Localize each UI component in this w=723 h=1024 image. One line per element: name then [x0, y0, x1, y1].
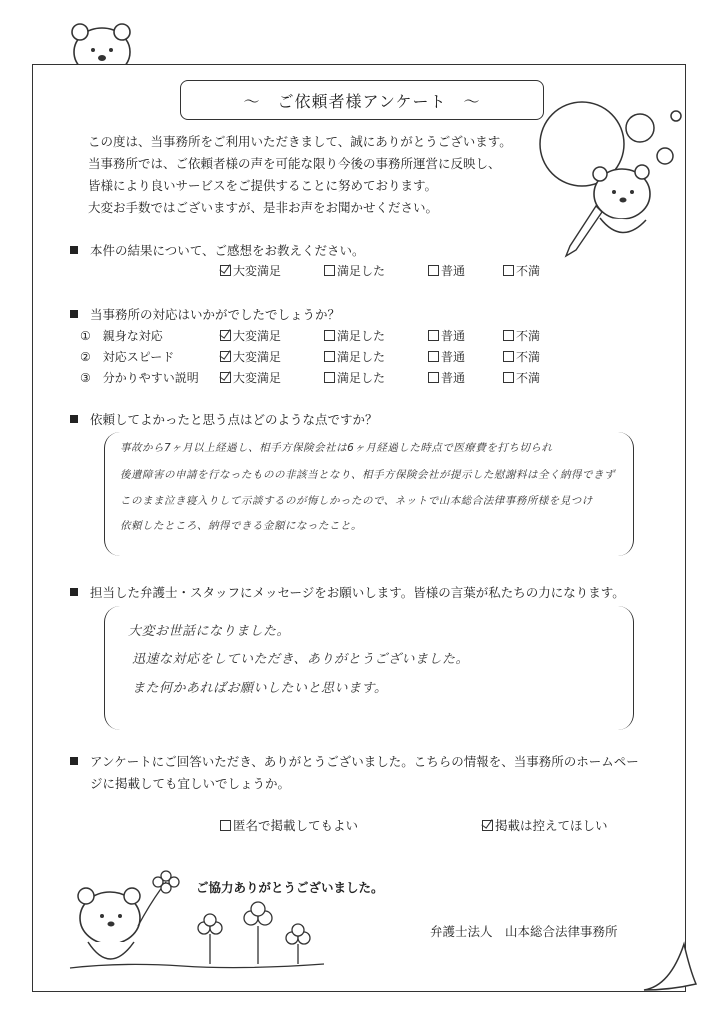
question-3-label: 依頼してよかったと思う点はどのような点ですか？	[90, 412, 378, 427]
q2-row1-normal[interactable]	[428, 327, 465, 344]
q2-row-3	[80, 369, 199, 386]
bullet-square-icon	[70, 246, 78, 254]
option-label: 普通	[441, 264, 466, 278]
q2-row1-dissatisfied[interactable]	[503, 327, 540, 344]
q1-option-dissatisfied[interactable]	[503, 262, 540, 279]
checkbox-icon[interactable]	[503, 265, 514, 276]
question-2	[70, 305, 340, 323]
page-curl-decoration	[640, 940, 700, 1000]
q2-row2-normal[interactable]	[428, 348, 465, 365]
checkbox-checked-icon[interactable]	[220, 372, 231, 383]
question-4	[70, 583, 625, 601]
checkbox-icon[interactable]	[503, 351, 514, 362]
option-label: 満足した	[337, 350, 386, 364]
checkbox-icon[interactable]	[324, 265, 335, 276]
q2-row3-normal[interactable]	[428, 369, 465, 386]
q3-answer-line: このまま泣き寝入りして示談するのが悔しかったので、ネットで山本総合法律事務所様を見つけ	[120, 495, 593, 507]
q2-row3-dissatisfied[interactable]	[503, 369, 540, 386]
intro-line: この度は、当事務所をご利用いただきまして、誠にありがとうございます。	[88, 134, 512, 149]
option-label: 普通	[441, 329, 466, 343]
checkbox-icon[interactable]	[428, 372, 439, 383]
q2-row2-very-satisfied[interactable]	[220, 348, 281, 365]
question-5-label: アンケートにご回答いただき、ありがとうございました。こちらの情報を、当事務所のホームペー	[90, 754, 639, 769]
intro-line: 皆様により良いサービスをご提供することに努めております。	[88, 178, 438, 193]
q3-answer-line: 後遺障害の申請を行なったものの非該当となり、相手方保険会社が提示した慰謝料は全く納得できず	[120, 469, 615, 481]
q4-answer-line: 迅速な対応をしていただき、ありがとうございました。	[132, 652, 469, 667]
option-label: 大変満足	[233, 371, 282, 385]
q1-option-satisfied[interactable]	[324, 262, 385, 279]
option-label: 普通	[441, 371, 466, 385]
row-label: 対応スピード	[102, 350, 175, 364]
option-label: 満足した	[337, 264, 386, 278]
row-number: ③	[80, 371, 91, 385]
checkbox-icon[interactable]	[428, 351, 439, 362]
bullet-square-icon	[70, 588, 78, 596]
q1-option-very-satisfied[interactable]	[220, 262, 281, 279]
q2-row3-very-satisfied[interactable]	[220, 369, 281, 386]
row-label: 分かりやすい説明	[102, 371, 199, 385]
q4-answer-line: また何かあればお願いしたいと思います。	[132, 681, 388, 696]
q2-row-1	[80, 327, 163, 344]
row-number: ②	[80, 350, 91, 364]
question-5-label-cont: ジに掲載しても宜しいでしょうか。	[90, 776, 291, 791]
question-2-label: 当事務所の対応はいかがでしたでしょうか？	[90, 307, 341, 322]
checkbox-icon[interactable]	[324, 330, 335, 341]
q2-row-2	[80, 348, 174, 365]
q2-row1-very-satisfied[interactable]	[220, 327, 281, 344]
option-label: 満足した	[337, 371, 386, 385]
bear-with-pencil-illustration	[530, 96, 690, 266]
question-5	[70, 752, 639, 770]
row-label: 親身な対応	[102, 329, 163, 343]
option-label: 不満	[516, 371, 541, 385]
checkbox-icon[interactable]	[503, 330, 514, 341]
thanks-message: ご協力ありがとうございました。	[196, 880, 384, 895]
bullet-square-icon	[70, 415, 78, 423]
q3-answer-line: 依頼したところ、納得できる金額になったこと。	[120, 520, 362, 532]
bullet-square-icon	[70, 757, 78, 765]
option-label: 不満	[516, 264, 541, 278]
checkbox-icon[interactable]	[220, 820, 231, 831]
checkbox-checked-icon[interactable]	[220, 351, 231, 362]
option-label: 不満	[516, 329, 541, 343]
question-1-label: 本件の結果について、ご感想をお教えください。	[90, 243, 365, 258]
survey-title: ～ ご依頼者様アンケート ～	[180, 80, 544, 120]
checkbox-icon[interactable]	[428, 265, 439, 276]
checkbox-icon[interactable]	[324, 372, 335, 383]
intro-line: 大変お手数ではございますが、是非お声をお聞かせください。	[88, 200, 439, 215]
q3-answer-line: 事故から7ヶ月以上経過し、相手方保険会社は6ヶ月経過した時点で医療費を打ち切られ	[120, 442, 553, 454]
q5-option-anonymous[interactable]	[220, 816, 358, 834]
checkbox-icon[interactable]	[428, 330, 439, 341]
checkbox-checked-icon[interactable]	[220, 330, 231, 341]
question-3	[70, 410, 378, 428]
option-label: 大変満足	[233, 264, 282, 278]
checkbox-icon[interactable]	[503, 372, 514, 383]
q5-option-decline[interactable]	[482, 816, 608, 834]
q1-option-normal[interactable]	[428, 262, 465, 279]
intro-line: 当事務所では、ご依頼者様の声を可能な限り今後の事務所運営に反映し、	[88, 156, 501, 171]
intro-text	[88, 131, 512, 219]
q2-row1-satisfied[interactable]	[324, 327, 385, 344]
question-4-label: 担当した弁護士・スタッフにメッセージをお願いします。皆様の言葉が私たちの力になります。	[90, 585, 625, 600]
q2-row2-satisfied[interactable]	[324, 348, 385, 365]
option-label: 掲載は控えてほしい	[495, 818, 608, 833]
option-label: 不満	[516, 350, 541, 364]
checkbox-icon[interactable]	[324, 351, 335, 362]
q2-row3-satisfied[interactable]	[324, 369, 385, 386]
checkbox-checked-icon[interactable]	[482, 820, 493, 831]
firm-name: 弁護士法人 山本総合法律事務所	[430, 924, 618, 939]
q2-row2-dissatisfied[interactable]	[503, 348, 540, 365]
bullet-square-icon	[70, 310, 78, 318]
row-number: ①	[80, 329, 91, 343]
option-label: 満足した	[337, 329, 386, 343]
question-1	[70, 241, 365, 259]
option-label: 大変満足	[233, 350, 282, 364]
q4-answer-line: 大変お世話になりました。	[128, 624, 291, 639]
option-label: 普通	[441, 350, 466, 364]
checkbox-checked-icon[interactable]	[220, 265, 231, 276]
option-label: 大変満足	[233, 329, 282, 343]
option-label: 匿名で掲載してもよい	[233, 818, 359, 833]
